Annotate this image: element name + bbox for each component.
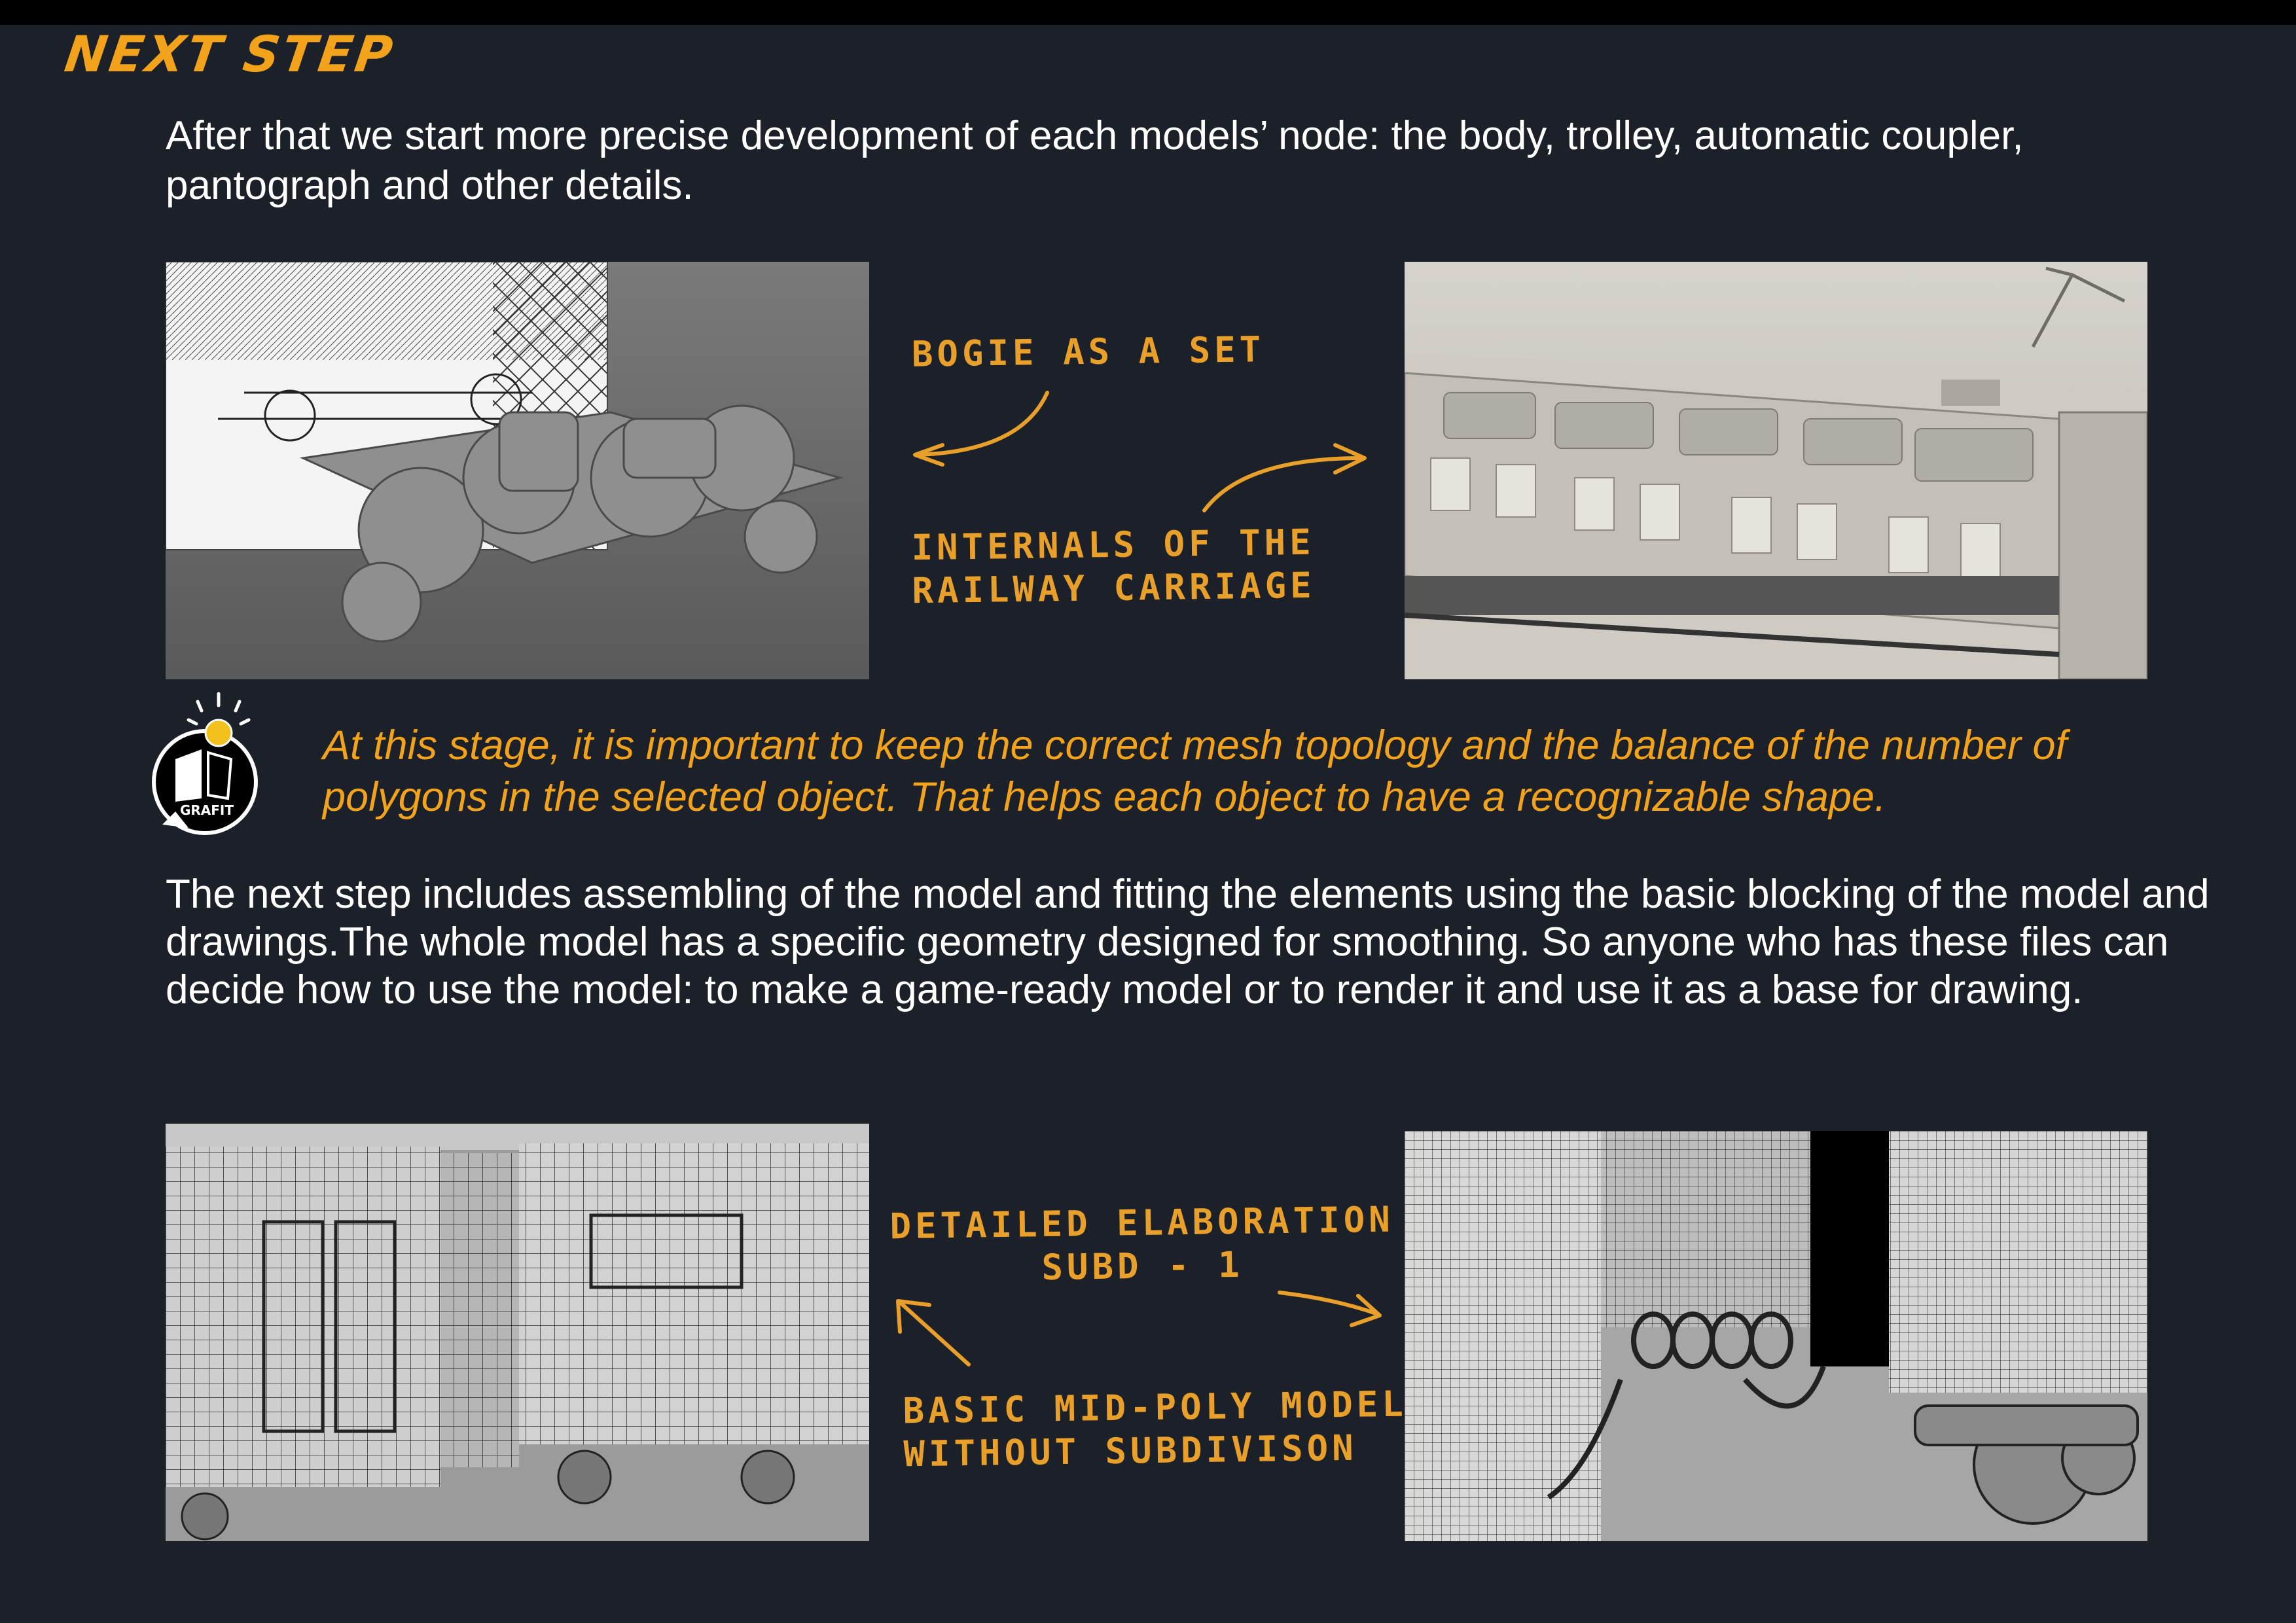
bogie-render-image bbox=[166, 262, 869, 679]
note-basic-mid-poly: BASIC MID-POLY MODEL WITHOUT SUBDIVISON bbox=[903, 1383, 1408, 1475]
tip-callout: At this stage, it is important to keep the correct mesh topology and the balance of the number of polygons in the selected object. That helps each object to have a recognizable shape. bbox=[323, 722, 2068, 820]
arrow-to-detailed-image bbox=[1280, 1293, 1378, 1314]
note-bogie-as-a-set: BOGIE AS A SET bbox=[911, 329, 1265, 375]
grafit-logo bbox=[149, 687, 260, 844]
mid-poly-wireframe-image bbox=[166, 1124, 869, 1541]
lightbulb-icon bbox=[206, 720, 232, 746]
arrow-to-mid-poly-image bbox=[900, 1302, 969, 1364]
note-detailed-elaboration: DETAILED ELABORATION SUBD - 1 bbox=[889, 1198, 1395, 1289]
top-bar bbox=[0, 0, 2296, 25]
detailed-subd-wireframe-image bbox=[1405, 1131, 2147, 1541]
arrow-to-carriage-image bbox=[1204, 458, 1361, 510]
page-title: NEXT STEP bbox=[61, 25, 399, 83]
carriage-internals-image bbox=[1405, 262, 2147, 679]
note-internals-railway-carriage: INTERNALS OF THE RAILWAY CARRIAGE bbox=[911, 521, 1316, 612]
logo-text: GRAFIT bbox=[179, 802, 234, 818]
intro-paragraph: After that we start more precise development of each models’ node: the body, trolley, automatic coupler, pantograph and other details. bbox=[166, 113, 2024, 208]
arrow-to-bogie-image bbox=[916, 393, 1047, 455]
body-paragraph: The next step includes assembling of the model and fitting the elements using the basic blocking of the model and drawings.The whole model has a specific geometry designed for smoothing. So anyone who has these files can decide how to use the model: to make a game-ready model or to render it and use it as a base for drawing. bbox=[166, 872, 2210, 1012]
